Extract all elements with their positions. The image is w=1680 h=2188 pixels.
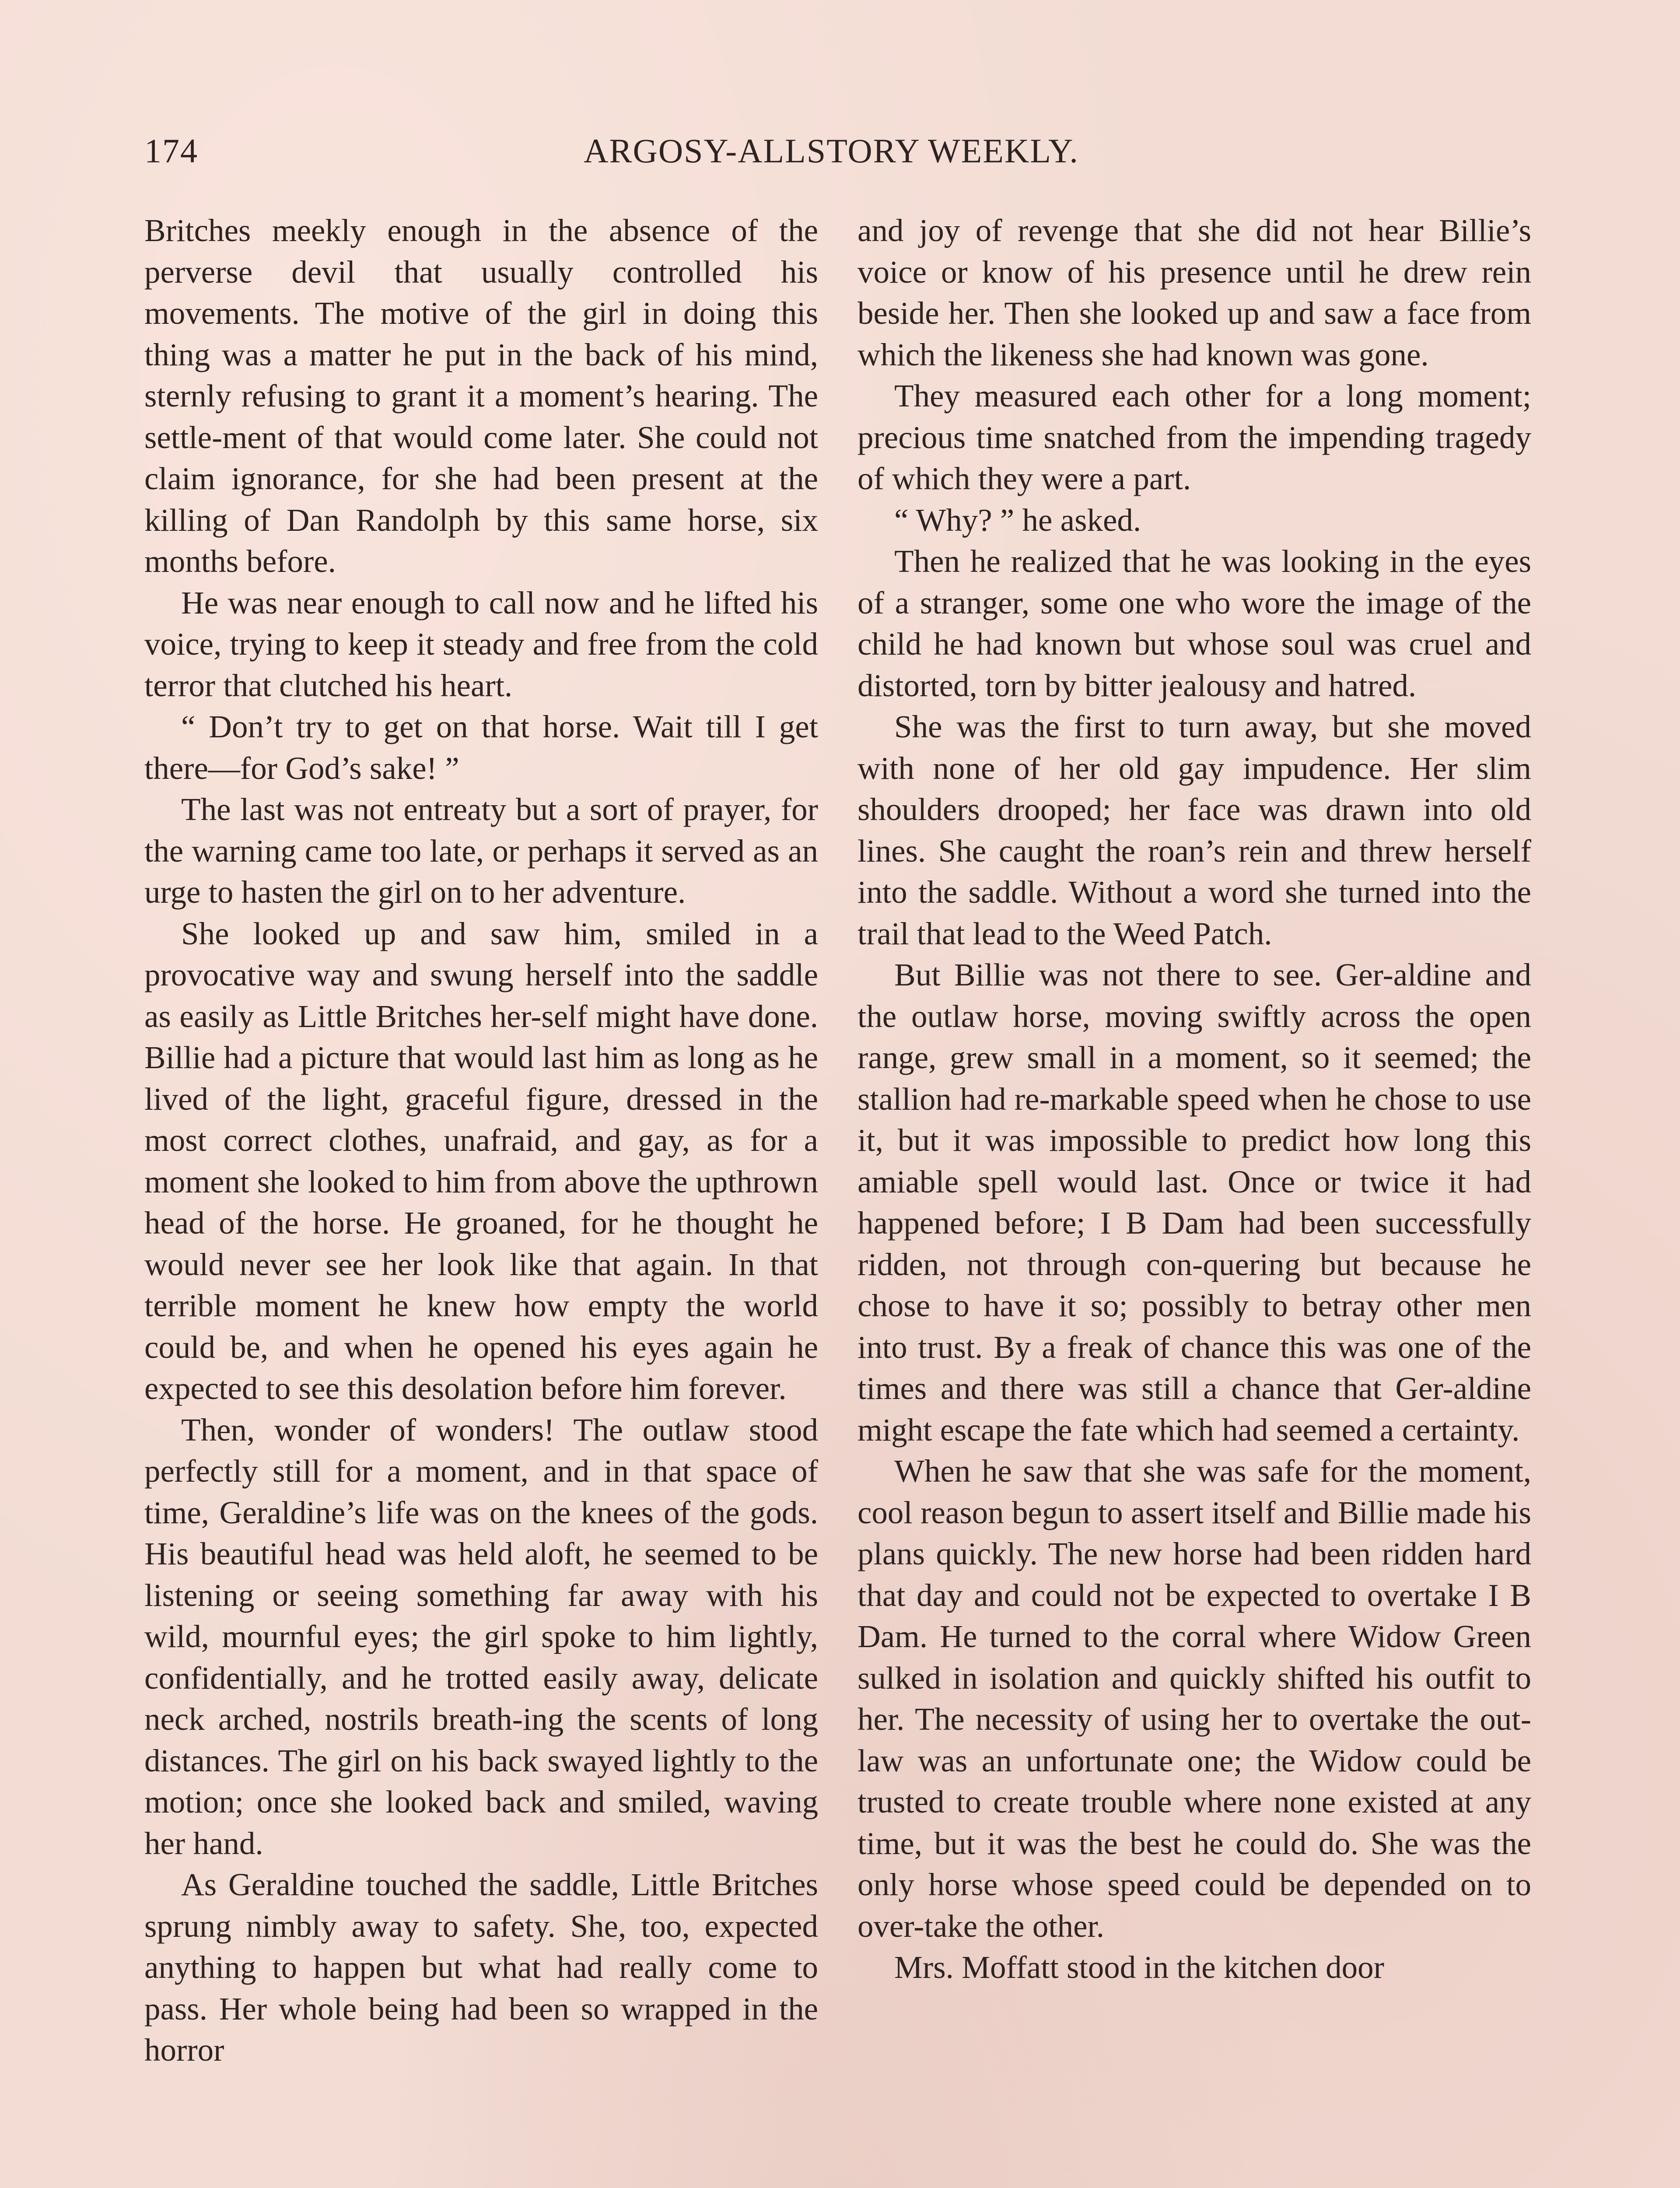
paragraph: As Geraldine touched the saddle, Little Britches sprung nimbly away to safety. She, too, expected anything to happen but what had really come to pass. Her whole being had been so wrapped in the horror bbox=[144, 1867, 818, 2068]
paragraph: Then he realized that he was looking in the eyes of a stranger, some one who wore the image of the child he had known but whose soul was cruel and distorted, torn by bitter jealousy and hatred. bbox=[858, 543, 1531, 703]
paragraph: Then, wonder of wonders! The outlaw stood perfectly still for a moment, and in that space of time, Geraldine’s life was on the knees of the gods. His beautiful head was held aloft, he seemed to be listening or seeing something far away with his wild, mournful eyes; the girl spoke to him lightly, confidentially, and he trotted easily away, delicate neck arched, nostrils breath-ing the scents of long distances. The girl on his back swayed lightly to the motion; once she looked back and smiled, waving her hand. bbox=[144, 1412, 818, 1861]
paragraph: “ Don’t try to get on that horse. Wait till I get there—for God’s sake! ” bbox=[144, 709, 818, 786]
paragraph: But Billie was not there to see. Ger-aldine and the outlaw horse, moving swiftly across the open range, grew small in a moment, so it seemed; the stallion had re-markable speed when he chose to use it, but it was impossible to predict how long this amiable spell would last. Once or twice it had happened before; I B Dam had been successfully ridden, not through con-quering but because he chose to have it so; possibly to betray other men into trust. By a freak of chance this was one of the times and there was still a chance that Ger-aldine might escape the fate which had seemed a certainty. bbox=[858, 957, 1531, 1448]
paragraph: The last was not entreaty but a sort of prayer, for the warning came too late, or perhaps it served as an urge to hasten the girl on to her adventure. bbox=[144, 792, 818, 910]
paragraph: She looked up and saw him, smiled in a provocative way and swung herself into the saddle as easily as Little Britches her-self might have done. Billie had a picture that would last him as long as he lived of the light, graceful figure, dressed in the most correct clothes, unafraid, and gay, as for a moment she looked to him from above the upthrown head of the horse. He groaned, for he thought he would never see her look like that again. In that terrible moment he knew how empty the world could be, and when he opened his eyes again he expected to see this desolation before him forever. bbox=[144, 915, 818, 1406]
page-header bbox=[144, 131, 1518, 179]
right-column bbox=[858, 210, 1531, 1988]
paragraph: and joy of revenge that she did not hear Billie’s voice or know of his presence until he drew rein beside her. Then she looked up and saw a face from which the likeness she had known was gone. bbox=[858, 213, 1531, 372]
paragraph: Britches meekly enough in the absence of the perverse devil that usually controlled his movements. The motive of the girl in doing this thing was a matter he put in the back of his mind, sternly refusing to grant it a moment’s hearing. The settle-ment of that would come later. She could not claim ignorance, for she had been present at the killing of Dan Randolph by this same horse, six months before. bbox=[144, 213, 818, 579]
page-number: 174 bbox=[144, 132, 198, 170]
paragraph: She was the first to turn away, but she moved with none of her old gay impudence. Her slim shoulders drooped; her face was drawn into old lines. She caught the roan’s rein and threw herself into the saddle. Without a word she turned into the trail that lead to the Weed Patch. bbox=[858, 709, 1531, 951]
paragraph: Mrs. Moffatt stood in the kitchen door bbox=[894, 1950, 1384, 1985]
paragraph: When he saw that she was safe for the moment, cool reason begun to assert itself and Billie made his plans quickly. The new horse had been ridden hard that day and could not be expected to overtake I B Dam. He turned to the corral where Widow Green sulked in isolation and quickly shifted his outfit to her. The necessity of using her to overtake the out-law was an unfortunate one; the Widow could be trusted to create trouble where none existed at any time, but it was the best he could do. She was the only horse whose speed could be depended on to over-take the other. bbox=[858, 1453, 1531, 1944]
running-head: ARGOSY-ALLSTORY WEEKLY. bbox=[584, 132, 1079, 170]
paragraph: He was near enough to call now and he lifted his voice, trying to keep it steady and free from the cold terror that clutched his heart. bbox=[144, 585, 818, 703]
paragraph: They measured each other for a long moment; precious time snatched from the impending tragedy of which they were a part. bbox=[858, 378, 1531, 496]
left-column bbox=[144, 210, 818, 2071]
paragraph: “ Why? ” he asked. bbox=[894, 502, 1141, 538]
